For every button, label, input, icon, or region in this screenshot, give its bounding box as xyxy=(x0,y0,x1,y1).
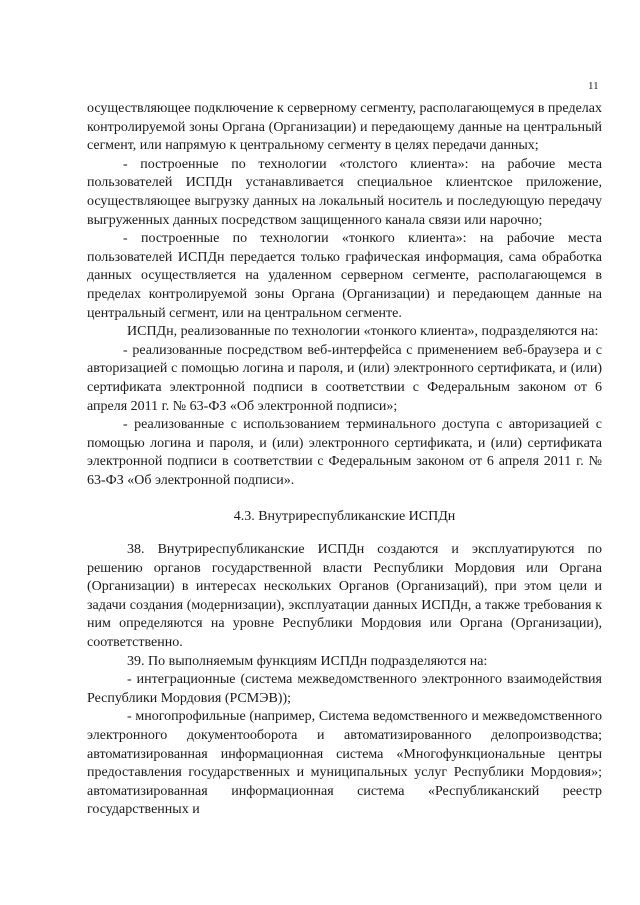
paragraph: - построенные по технологии «тонкого клиента»: на рабочие места пользователей ИСПДн передается только графическая информация, сама обработка данных осуществляется на удаленном серверном сегменте, располагающемся в пределах контролируемой зоны Органа (Организации) и передающем данные на центральный сегмент, или на центральном сегменте. xyxy=(87,231,602,321)
paragraph: - построенные по технологии «толстого клиента»: на рабочие места пользователей ИСПДн устанавливается специальное клиентское приложение, осуществляющее выгрузку данных на локальный носитель и последующую передачу выгруженных данных посредством защищенного канала связи или нарочно; xyxy=(87,156,602,228)
page-content xyxy=(87,100,602,820)
paragraph: - многопрофильные (например, Система ведомственного и межведомственного электронного документооборота и автоматизированного делопроизводства; автоматизированная информационная система «Многофункциональные центры предоставления государственных и муниципальных услуг Республики Мордовия»; автоматизированная информационная система «Республиканский реестр государственных и xyxy=(87,709,602,818)
paragraph: осуществляющее подключение к серверному сегменту, располагающемуся в пределах контролируемой зоны Органа (Организации) и передающему данные на центральный сегмент, или напрямую к центральному сегменту в целях передачи данных; xyxy=(87,101,602,154)
paragraph: - интеграционные (система межведомственного электронного взаимодействия Республики Мордовия (РСМЭВ)); xyxy=(87,672,602,706)
paragraph: - реализованные посредством веб-интерфейса с применением веб-браузера и с авторизацией с помощью логина и пароля, и (или) электронного сертификата, и (или) сертификата электронной подписи в соответствии с Федеральным законом от 6 апреля 2011 г. № 63-ФЗ «Об электронной подписи»; xyxy=(87,342,602,414)
section-heading: 4.3. Внутриреспубликанские ИСПДн xyxy=(233,509,456,525)
paragraph: - реализованные с использованием терминального доступа с авторизацией с помощью логина и пароля, и (или) электронного сертификата, и (или) сертификата электронной подписи в соответствии с Федеральным законом от 6 апреля 2011 г. № 63-ФЗ «Об электронной подписи». xyxy=(87,417,602,488)
paragraph: 39. По выполняемым функциям ИСПДн подразделяются на: xyxy=(127,653,488,669)
paragraphs-before-heading xyxy=(87,100,602,490)
paragraphs-after-heading xyxy=(87,541,602,820)
page-number: 11 xyxy=(588,80,599,92)
paragraph: ИСПДн, реализованные по технологии «тонкого клиента», подразделяются на: xyxy=(127,324,599,340)
paragraph: 38. Внутриреспубликанские ИСПДн создаются и эксплуатируются по решению органов государственной власти Республики Мордовия или Органа (Организации) в интересах нескольких Органов (Организаций), при этом цели и задачи создания (модернизации), эксплуатации данных ИСПДн, а также требования к ним определяются на уровне Республики Мордовия или Органа (Организации), соответственно. xyxy=(87,542,602,651)
